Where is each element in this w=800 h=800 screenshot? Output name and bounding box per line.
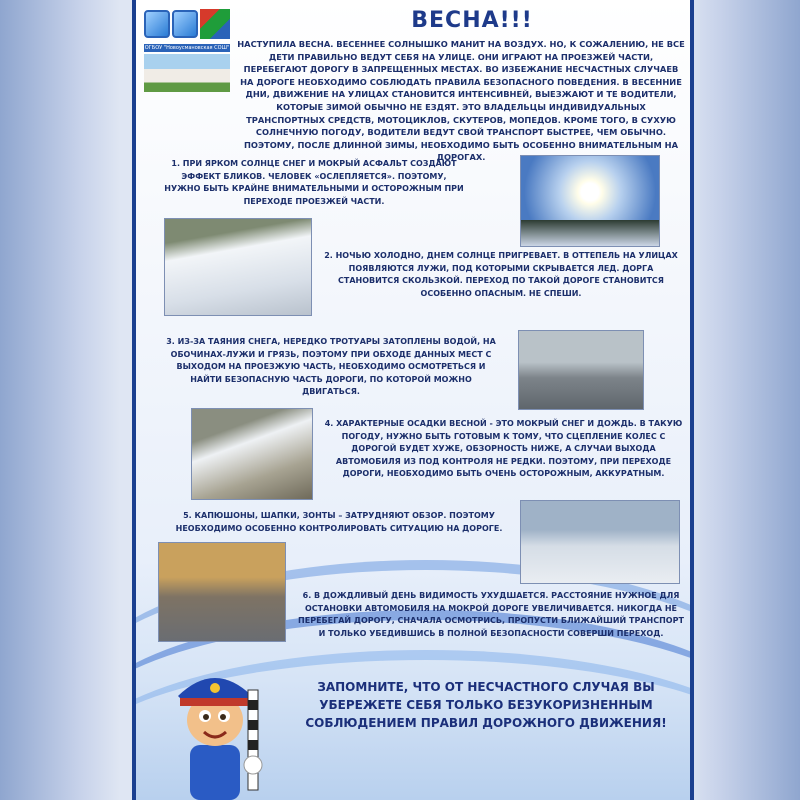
tip-2: 2. НОЧЬЮ ХОЛОДНО, ДНЕМ СОЛНЦЕ ПРИГРЕВАЕТ. В ОТТЕПЕЛЬ НА УЛИЦАХ ПОЯВЛЯЮТСЯ ЛУЖИ, ПОД КОТОРЫМИ СКРЫВАЕТСЯ ЛЕД. ДОРГА СТАНОВИТСЯ СКОЛЬЗКОЙ. ПЕРЕХОД ПО ТАКОЙ ДОРОГЕ СТАНОВИТСЯ ОСОБЕННО ОПАСНЫМ. НЕ СПЕШИ. [324, 251, 678, 298]
flooded-sidewalk-photo [518, 330, 644, 410]
final-warning: ЗАПОМНИТЕ, ЧТО ОТ НЕСЧАСТНОГО СЛУЧАЯ ВЫ УБЕРЕЖЕТЕ СЕБЯ ТОЛЬКО БЕЗУКОРИЗНЕННЫМ СОБЛЮДЕНИЕМ ПРАВИЛ ДОРОЖНОГО ДВИЖЕНИЯ! [305, 680, 667, 730]
school-label: ОГБОУ "Новоусмановская СОШ" [144, 45, 230, 51]
wet-snow-path-photo [191, 408, 313, 500]
tip-5: 5. КАПЮШОНЫ, ШАПКИ, ЗОНТЫ – ЗАТРУДНЯЮТ ОБЗОР. ПОЭТОМУ НЕОБХОДИМО ОСОБЕННО КОНТРОЛИРОВАТЬ СИТУАЦИЮ НА ДОРОГЕ. [175, 511, 503, 533]
intro-text: НАСТУПИЛА ВЕСНА. ВЕСЕННЕЕ СОЛНЫШКО МАНИТ НА ВОЗДУХ. НО, К СОЖАЛЕНИЮ, НЕ ВСЕ ДЕТИ ПРАВИЛЬНО ВЕДУТ СЕБЯ НА УЛИЦЕ. ОНИ ИГРАЮТ НА ПРОЕЗЖЕЙ ЧАСТИ, ПЕРЕБЕГАЮТ ДОРОГУ В ЗАПРЕЩЕННЫХ МЕСТАХ. ВО ИЗБЕЖАНИЕ НЕСЧАСТНЫХ СЛУЧАЕВ НА ДОРОГЕ НЕОБХОДИМО СОБЛЮДАТЬ ПРАВИЛА БЕЗОПАСНОГО ПОВЕДЕНИЯ. В ВЕСЕННИЕ ДНИ, ДВИЖЕНИЕ НА УЛИЦАХ СТАНОВИТСЯ ИНТЕНСИВНЕЙ, ВЫЕЗЖАЮТ И ТЕ ВОДИТЕЛИ, КОТОРЫЕ ЗИМОЙ ОБЫЧНО НЕ ЕЗДЯТ. ЭТО ВЛАДЕЛЬЦЫ ИНДИВИДУАЛЬНЫХ ТРАНСПОРТНЫХ СРЕДСТВ, МОТОЦИКЛОВ, СКУТЕРОВ, МОПЕДОВ. КРОМЕ ТОГО, В СУХУЮ СОЛНЕЧНУЮ ПОГОДУ, ВОДИТЕЛИ ВЕДУТ СВОЙ ТРАНСПОРТ БЫСТРЕЕ, ЧЕМ ОБЫЧНО. ПОЭТОМУ, ПОСЛЕ ДЛИННОЙ ЗИМЫ, НЕОБХОДИМО БЫТЬ ОСОБЕННО ВНИМАТЕЛЬНЫМ НА ДОРОГАХ. [237, 39, 685, 163]
slippery-ice-photo [164, 218, 312, 316]
umbrella-pedestrian-photo [520, 500, 680, 584]
page-title: ВЕСНА!!! [411, 8, 533, 33]
flag-icon [200, 9, 230, 39]
school-logo [144, 6, 230, 42]
tip-4: 4. ХАРАКТЕРНЫЕ ОСАДКИ ВЕСНОЙ - ЭТО МОКРЫЙ СНЕГ И ДОЖДЬ. В ТАКУЮ ПОГОДУ, НУЖНО БЫТЬ ГОТОВЫМ К ТОМУ, ЧТО СЦЕПЛЕНИЕ КОЛЕС С ДОРОГОЙ БУДЕТ ХУЖЕ, ОБЗОРНОСТЬ НИЖЕ, А СЛУЧАИ ВЫХОДА АВТОМОБИЛЯ ИЗ ПОД КОНТРОЛЯ НЕ РЕДКИ. ПОЭТОМУ, ПРИ ПЕРЕХОДЕ ДОРОГИ, НЕОБХОДИМО БЫТЬ ОЧЕНЬ ОСТОРОЖНЫМ, АККУРАТНЫМ. [324, 419, 683, 478]
emblem-icon [144, 10, 170, 38]
rainy-street-photo [158, 542, 286, 642]
tip-6: 6. В ДОЖДЛИВЫЙ ДЕНЬ ВИДИМОСТЬ УХУДШАЕТСЯ. РАССТОЯНИЕ НУЖНОЕ ДЛЯ ОСТАНОВКИ АВТОМОБИЛЯ НА МОКРОЙ ДОРОГЕ УВЕЛИЧИВАЕТСЯ. НИКОГДА НЕ ПЕРЕБЕГАЙ ДОРОГУ, СНАЧАЛА ОСМОТРИСЬ, ПРОПУСТИ БЛИЖАЙШИЙ ТРАНСПОРТ И ТОЛЬКО УБЕДИВШИСЬ В ПОЛНОЙ БЕЗОПАСНОСТИ СОВЕРШИ ПЕРЕХОД. [298, 591, 684, 638]
tip-3: 3. ИЗ-ЗА ТАЯНИЯ СНЕГА, НЕРЕДКО ТРОТУАРЫ ЗАТОПЛЕНЫ ВОДОЙ, НА ОБОЧИНАХ-ЛУЖИ И ГРЯЗЬ, ПОЭТОМУ ПРИ ОБХОДЕ ДАННЫХ МЕСТ С ВЫХОДОМ НА ПРОЕЗЖУЮ ЧАСТЬ, НЕОБХОДИМО ОСМОТРЕТЬСЯ И НАЙТИ БЕЗОПАСНУЮ ЧАСТЬ ДОРОГИ, ПО КОТОРОЙ МОЖНО ДВИГАТЬСЯ. [166, 337, 496, 396]
sunny-road-photo [520, 155, 660, 247]
poster [132, 0, 694, 800]
school-building-photo [144, 54, 230, 92]
emblem-icon [172, 10, 198, 38]
police-mascot-icon [160, 650, 280, 800]
tip-1: 1. ПРИ ЯРКОМ СОЛНЦЕ СНЕГ И МОКРЫЙ АСФАЛЬТ СОЗДАЮТ ЭФФЕКТ БЛИКОВ. ЧЕЛОВЕК «ОСЛЕПЛЯЕТСЯ». ПОЭТОМУ, НУЖНО БЫТЬ КРАЙНЕ ВНИМАТЕЛЬНЫМИ И ОСТОРОЖНЫМ ПРИ ПЕРЕХОДЕ ПРОЕЗЖЕЙ ЧАСТИ. [164, 159, 464, 206]
